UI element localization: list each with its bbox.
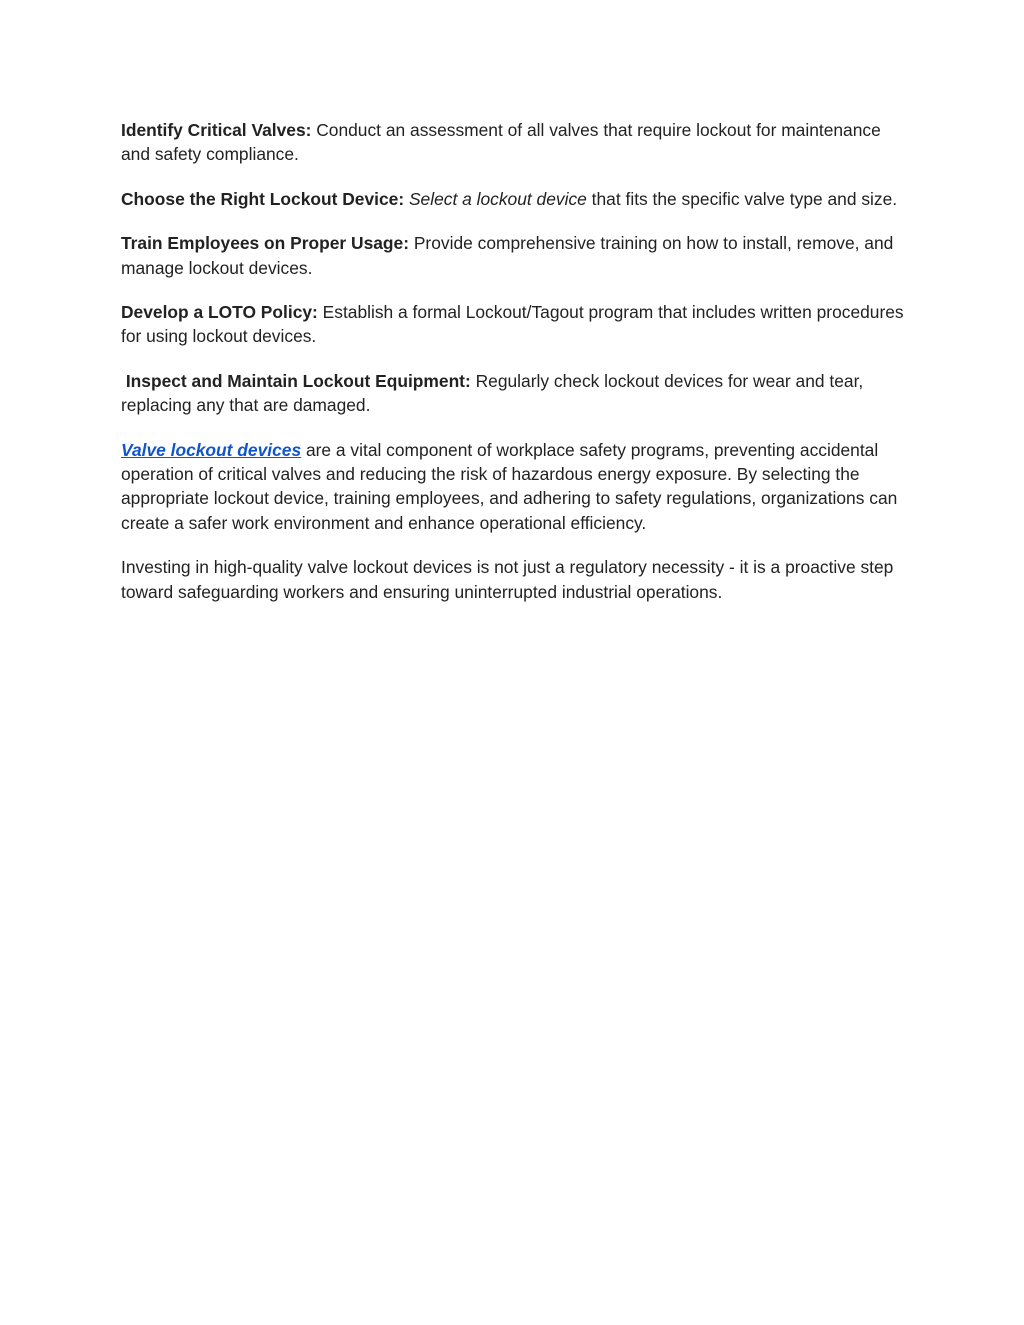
tip-text: Provide comprehensive training on how to install, remove, and manage lockout devices. [121,233,894,278]
tip-text: Conduct an assessment of all valves that require lockout for maintenance and safety compliance. [121,120,881,165]
tip-label: Identify Critical Valves: [121,120,312,140]
tip-inspect-maintain [121,369,911,418]
tip-label: Choose the Right Lockout Device: [121,188,405,209]
tip-label: Train Employees on Proper Usage: [121,233,409,254]
document-page [121,118,911,624]
tip-train-employees [121,231,911,280]
tip-label: Inspect and Maintain Lockout Equipment: [121,370,471,391]
valve-lockout-devices-link[interactable]: Valve lockout devices [121,439,302,460]
tip-text: Establish a formal Lockout/Tagout program that includes written procedures for using lockout devices. [121,302,904,347]
tip-choose-lockout-device [121,187,911,211]
closing-paragraph: Investing in high-quality valve lockout devices is not just a regulatory necessity - it is a proactive step toward safeguarding workers and ensuring uninterrupted industrial operations. [121,557,894,602]
tip-develop-loto-policy [121,300,911,349]
tip-italic-phrase: Select a lockout device [408,188,587,209]
conclusion-text: are a vital component of workplace safety programs, preventing accidental operation of critical valves and reducing the risk of hazardous energy exposure. By selecting the appropriate lockout device, training employees, and adhering to safety regulations, organizations can create a safer work environment and enhance operational efficiency. [121,439,898,533]
tip-label: Develop a LOTO Policy: [121,302,318,323]
conclusion-paragraph [121,438,911,536]
tip-text: Regularly check lockout devices for wear and tear, replacing any that are damaged. [121,370,869,416]
tip-identify-critical-valves [121,118,911,167]
tip-text: that fits the specific valve type and size. [586,188,898,209]
